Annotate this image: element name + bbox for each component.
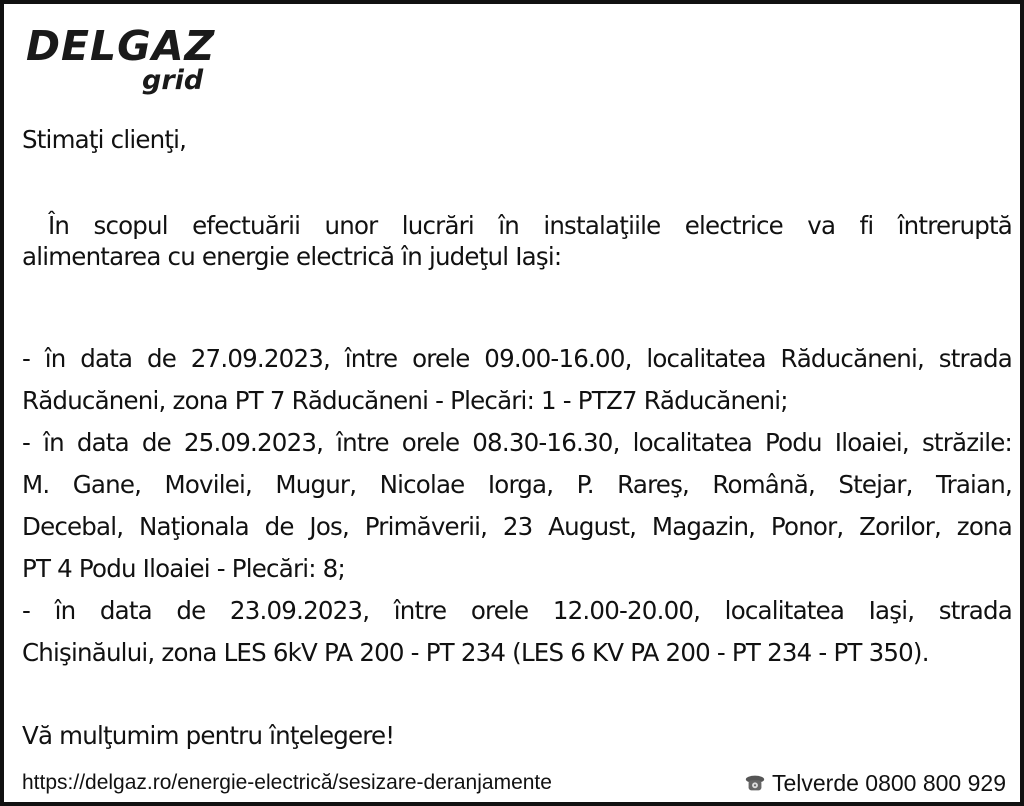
footer-phone [744, 768, 1006, 798]
logo-sub: grid [142, 65, 204, 96]
outage-item-2-line-1: - în data de 25.09.2023, între orele 08.30-16.30, localitatea Podu Iloaiei, străzile: [22, 428, 1012, 457]
intro-paragraph [22, 210, 1012, 272]
telephone-icon [744, 772, 766, 794]
intro-line-1: În scopul efectuării unor lucrări în instalaţiile electrice va fi întreruptă [48, 211, 1012, 240]
outage-list [22, 338, 1012, 674]
outage-item-3-line-2: Chişinăului, zona LES 6kV PA 200 - PT 234 (LES 6 KV PA 200 - PT 234 - PT 350). [22, 638, 929, 667]
outage-item-2-line-4: PT 4 Podu Iloaiei - Plecări: 8; [22, 554, 345, 583]
greeting: Stimaţi clienţi, [22, 125, 187, 154]
delgaz-grid-logo [26, 24, 226, 102]
thanks-line: Vă mulţumim pentru înţelegere! [22, 721, 395, 750]
footer [22, 768, 1006, 798]
outage-item-2-line-3: Decebal, Naţionala de Jos, Primăverii, 23 August, Magazin, Ponor, Zorilor, zona [22, 512, 1012, 541]
footer-url-link[interactable]: https://delgaz.ro/energie-electrică/sesizare-deranjamente [22, 771, 552, 794]
outage-item-1-line-1: - în data de 27.09.2023, între orele 09.00-16.00, localitatea Răducăneni, strada [22, 344, 1012, 373]
logo-brand: DELGAZ [26, 22, 216, 70]
outage-item-2-line-2: M. Gane, Movilei, Mugur, Nicolae Iorga, P. Rareş, Română, Stejar, Traian, [22, 470, 1012, 499]
outage-item-1-line-2: Răducăneni, zona PT 7 Răducăneni - Plecări: 1 - PTZ7 Răducăneni; [22, 386, 788, 415]
phone-number: Telverde 0800 800 929 [771, 770, 1006, 796]
outage-item-3-line-1: - în data de 23.09.2023, între orele 12.00-20.00, localitatea Iaşi, strada [22, 596, 1012, 625]
intro-line-2: alimentarea cu energie electrică în judeţul Iaşi: [22, 242, 562, 271]
